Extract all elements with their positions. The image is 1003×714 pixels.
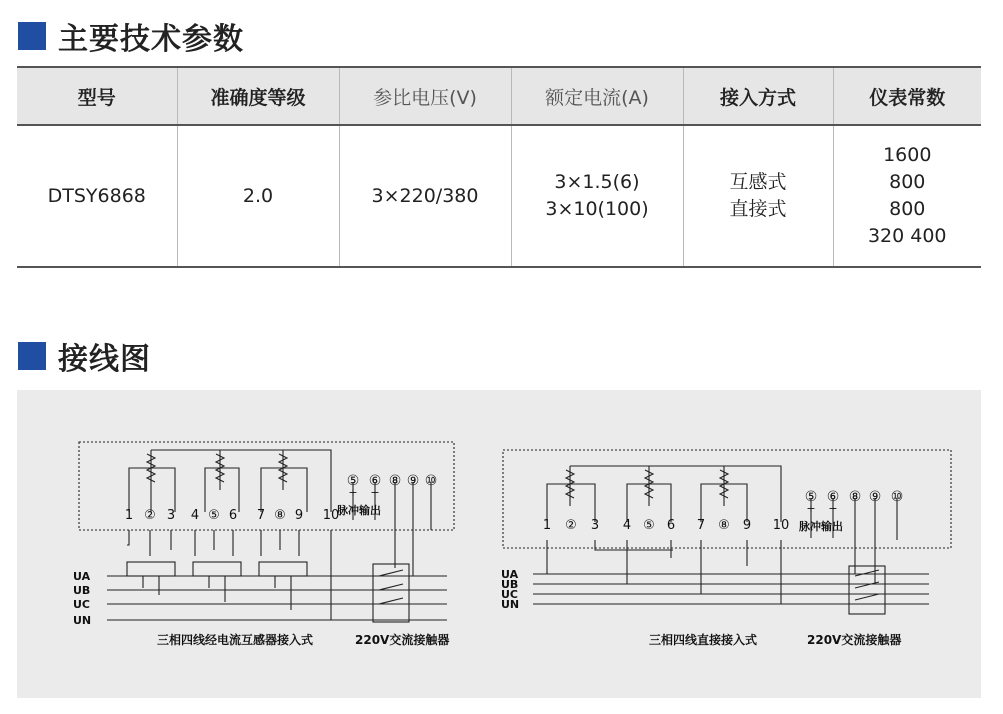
- section-marker-icon: [18, 22, 46, 50]
- header-constant: 仪表常数: [833, 67, 981, 125]
- terminal-label: 9: [294, 508, 304, 523]
- cell-constant: [833, 125, 981, 267]
- section-title-params: [18, 14, 244, 58]
- constant-value-3: 800: [889, 198, 926, 220]
- phase-label: UB: [501, 578, 519, 591]
- left-contactor-caption: 220V交流接触器: [355, 633, 450, 647]
- left-phase-labels: [73, 570, 91, 627]
- table-header-row: [17, 67, 981, 125]
- terminal-label: ⑤: [346, 473, 360, 489]
- current-value-2: 3×10(100): [545, 198, 649, 220]
- right-pulse-label: 脉冲输出: [799, 520, 843, 533]
- header-model: 型号: [17, 67, 177, 125]
- right-top-terminals: [805, 489, 904, 515]
- left-caption: 三相四线经电流互感器接入式: [157, 633, 314, 647]
- constant-value-2: 800: [889, 171, 926, 193]
- phase-label: UA: [73, 570, 91, 583]
- wiring-diagram-panel: [17, 390, 981, 698]
- terminal-label: 3: [166, 508, 176, 523]
- right-caption: 三相四线直接接入式: [649, 633, 758, 647]
- terminal-label: ⑧: [718, 518, 730, 533]
- terminal-label: ⑧: [388, 473, 402, 489]
- terminal-label: ⑧: [274, 508, 286, 523]
- terminal-label: 10: [322, 508, 340, 523]
- terminal-label: 1: [124, 508, 134, 523]
- header-current: 额定电流(A): [511, 67, 683, 125]
- terminal-label: 6: [666, 518, 676, 533]
- terminal-label: ⑤: [208, 508, 220, 523]
- phase-label: UB: [73, 584, 91, 597]
- terminal-label: 9: [742, 518, 752, 533]
- terminal-label: ⑧: [848, 489, 862, 505]
- header-accuracy: 准确度等级: [177, 67, 339, 125]
- cell-connection: [683, 125, 833, 267]
- parameters-table: [17, 66, 981, 268]
- phase-label: UC: [73, 598, 91, 611]
- right-phase-labels: [501, 568, 519, 611]
- left-pulse-label: 脉冲输出: [337, 504, 381, 517]
- section-marker-icon: [18, 342, 46, 370]
- terminal-label: 7: [696, 518, 706, 533]
- wiring-diagrams-svg: [17, 390, 981, 698]
- section-title-text: 主要技术参数: [58, 22, 244, 57]
- terminal-label: ⑥: [368, 473, 382, 489]
- table-row: [17, 125, 981, 267]
- cell-accuracy: 2.0: [177, 125, 339, 267]
- terminal-label: ⑤: [643, 518, 655, 533]
- section-title-wiring: [18, 334, 151, 378]
- terminal-label: ⑩: [890, 489, 904, 505]
- terminal-label: ⑩: [424, 473, 438, 489]
- cell-model: DTSY6868: [17, 125, 177, 267]
- header-voltage: 参比电压(V): [339, 67, 511, 125]
- terminal-label: 4: [190, 508, 200, 523]
- phase-label: UA: [501, 568, 519, 581]
- terminal-label: ⑨: [406, 473, 420, 489]
- terminal-label: ⑨: [868, 489, 882, 505]
- connection-value-1: 互感式: [729, 171, 787, 193]
- header-connection: 接入方式: [683, 67, 833, 125]
- minus-sign: −: [828, 502, 838, 515]
- section-title-text: 接线图: [58, 342, 151, 377]
- cell-voltage: 3×220/380: [339, 125, 511, 267]
- right-bottom-terminals: [543, 518, 789, 533]
- phase-label: UN: [501, 598, 520, 611]
- connection-value-2: 直接式: [729, 198, 787, 220]
- constant-value-4: 320 400: [867, 225, 947, 247]
- terminal-label: ⑤: [804, 489, 818, 505]
- constant-value-1: 1600: [883, 144, 932, 166]
- terminal-label: 7: [256, 508, 266, 523]
- terminal-label: 1: [542, 518, 552, 533]
- plus-sign: +: [348, 486, 358, 499]
- phase-label: UC: [501, 588, 519, 601]
- terminal-label: ②: [144, 508, 156, 523]
- plus-sign: +: [806, 502, 816, 515]
- terminal-label: 10: [772, 518, 790, 533]
- terminal-label: 4: [622, 518, 632, 533]
- phase-label: UN: [73, 614, 92, 627]
- current-value-1: 3×1.5(6): [554, 171, 640, 193]
- terminal-label: 3: [590, 518, 600, 533]
- left-top-terminals: [347, 473, 438, 499]
- minus-sign: −: [370, 486, 380, 499]
- cell-current: [511, 125, 683, 267]
- terminal-label: 6: [228, 508, 238, 523]
- terminal-label: ⑥: [826, 489, 840, 505]
- right-contactor-caption: 220V交流接触器: [807, 633, 902, 647]
- terminal-label: ②: [565, 518, 577, 533]
